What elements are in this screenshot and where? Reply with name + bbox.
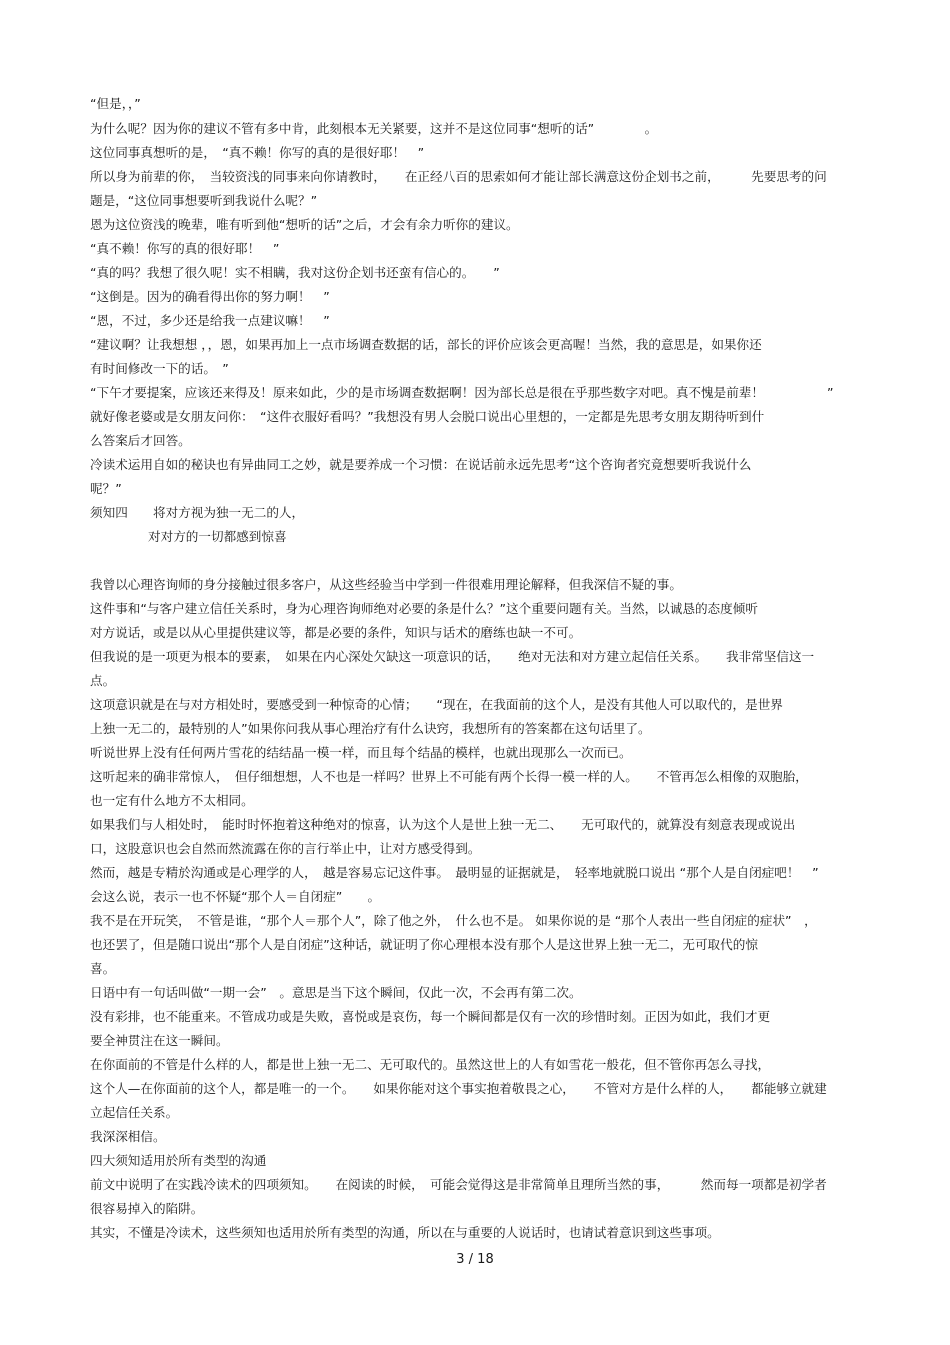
text-line: 也一定有什么地方不太相同。 xyxy=(90,793,254,808)
text-line: “下午才要提案，应该还来得及！原来如此，少的是市场调查数据啊！因为部长总是很在乎那些数字对吧。真不愧是前辈！ ” xyxy=(90,385,834,400)
text-line: 前文中说明了在实践冷读术的四项须知。 在阅读的时候， 可能会觉得这是非常简单且理所当然的事， 然而每一项都是初学者 xyxy=(90,1177,827,1192)
text-line: 么答案后才回答。 xyxy=(90,433,191,448)
text-line: 这听起来的确非常惊人， 但仔细想想，人不也是一样吗？世界上不可能有两个长得一模一样的人。 不管再怎么相像的双胞胎， xyxy=(90,769,808,784)
text-line: 就好像老婆或是女朋友问你： “这件衣服好看吗？”我想没有男人会脱口说出心里想的，一定都是先思考女朋友期待听到什 xyxy=(90,409,765,424)
text-line: 但我说的是一项更为根本的要素， 如果在内心深处欠缺这一项意识的话， 绝对无法和对方建立起信任关系。 我非常坚信这一 xyxy=(90,649,815,664)
text-line: 没有彩排，也不能重来。不管成功或是失败，喜悦或是哀伤，每一个瞬间都是仅有一次的珍惜时刻。正因为如此，我们才更 xyxy=(90,1009,771,1024)
text-line: 听说世界上没有任何两片雪花的结结晶一模一样，而且每个结晶的模样，也就出现那么一次而已。 xyxy=(90,745,632,760)
text-line: 喜。 xyxy=(90,961,116,976)
page-number: 3 / 18 xyxy=(456,1252,494,1267)
text-line: 所以身为前辈的你， 当较资浅的同事来向你请教时， 在正经八百的思索如何才能让部长满意这份企划书之前， 先要思考的问 xyxy=(90,169,827,184)
text-line: 我深深相信。 xyxy=(90,1129,166,1144)
text-line: “但是，，” xyxy=(90,96,141,111)
text-line: “恩，不过，多少还是给我一点建议嘛！ ” xyxy=(90,313,330,328)
text-line: 会这么说，表示一也不怀疑“那个人＝自闭症” 。 xyxy=(90,889,381,904)
text-line: 点。 xyxy=(90,673,116,688)
text-line: 日语中有一句话叫做“一期一会” 。意思是当下这个瞬间，仅此一次，不会再有第二次。 xyxy=(90,985,582,1000)
text-line: “建议啊？让我想想 ，，恩，如果再加上一点市场调查数据的话，部长的评价应该会更高喔！当然，我的意思是，如果你还 xyxy=(90,337,762,352)
text-line: 我曾以心理咨询师的身分接触过很多客户，从这些经验当中学到一件很难用理论解释，但我深信不疑的事。 xyxy=(90,577,682,592)
section-subheading: 对对方的一切都感到惊喜 xyxy=(148,529,287,544)
text-line: 如果我们与人相处时， 能时时怀抱着这种绝对的惊喜，认为这个人是世上独一无二、 无可取代的，就算没有刻意表现或说出 xyxy=(90,817,796,832)
text-line: 其实，不懂是冷读术，这些须知也适用於所有类型的沟通，所以在与重要的人说话时，也请试着意识到这些事项。 xyxy=(90,1225,720,1240)
text-line: 立起信任关系。 xyxy=(90,1105,179,1120)
text-line: 呢？” xyxy=(90,481,122,496)
text-line: 对方说话，或是以从心里提供建议等，都是必要的条件，知识与话术的磨练也缺一不可。 xyxy=(90,625,582,640)
text-line: 上独一无二的，最特别的人”如果你问我从事心理治疗有什么诀窍，我想所有的答案都在这句话里了。 xyxy=(90,721,651,736)
text-line: “真的吗？我想了很久呢！实不相瞒，我对这份企划书还蛮有信心的。 ” xyxy=(90,265,500,280)
text-line: 这位同事真想听的是， “真不赖！你写的真的是很好耶！ ” xyxy=(90,145,425,160)
text-line: 这项意识就是在与对方相处时，要感受到一种惊奇的心情； “现在，在我面前的这个人，是没有其他人可以取代的，是世界 xyxy=(90,697,783,712)
text-line: 这个人—在你面前的这个人，都是唯一的一个。 如果你能对这个事实抱着敬畏之心， 不管对方是什么样的人， 都能够立就建 xyxy=(90,1081,827,1096)
section-heading: 四大须知适用於所有类型的沟通 xyxy=(90,1153,267,1168)
text-line: 有时间修改一下的话。 ” xyxy=(90,361,229,376)
text-line: 为什么呢？因为你的建议不管有多中肯，此刻根本无关紧要，这并不是这位同事“想听的话” 。 xyxy=(90,121,658,136)
text-line: “真不赖！你写的真的很好耶！ ” xyxy=(90,241,280,256)
text-line: 也还罢了，但是随口说出“那个人是自闭症”这种话，就证明了你心理根本没有那个人是这世界上独一无二，无可取代的惊 xyxy=(90,937,758,952)
text-line: 要全神贯注在这一瞬间。 xyxy=(90,1033,229,1048)
text-line: 很容易掉入的陷阱。 xyxy=(90,1201,204,1216)
text-line: 冷读术运用自如的秘诀也有异曲同工之妙，就是要养成一个习惯：在说话前永远先思考“这个咨询者究竟想要听我说什么 xyxy=(90,457,752,472)
text-line: 口，这股意识也会自然而然流露在你的言行举止中，让对方感受得到。 xyxy=(90,841,481,856)
text-line: “这倒是。因为的确看得出你的努力啊！ ” xyxy=(90,289,330,304)
text-line: 恩为这位资浅的晚辈，唯有听到他“想听的话”之后，才会有余力听你的建议。 xyxy=(90,217,519,232)
text-line: 这件事和“与客户建立信任关系时，身为心理咨询师绝对必要的条是什么？”这个重要问题有关。当然，以诚恳的态度倾听 xyxy=(90,601,758,616)
text-line: 我不是在开玩笑， 不管是谁，“那个人＝那个人”，除了他之外， 什么也不是。 如果你说的是 “那个人表出一些自闭症的症状” ， xyxy=(90,913,817,928)
text-line: 在你面前的不管是什么样的人，都是世上独一无二、无可取代的。虽然这世上的人有如雪花一般花，但不管你再怎么寻找， xyxy=(90,1057,771,1072)
text-line: 题是，“这位同事想要听到我说什么呢？” xyxy=(90,193,318,208)
text-line: 然而，越是专精於沟通或是心理学的人， 越是容易忘记这件事。 最明显的证据就是， 轻率地就脱口说出 “那个人是自闭症吧！ ” xyxy=(90,865,819,880)
section-heading: 须知四 将对方视为独一无二的人， xyxy=(90,505,305,520)
